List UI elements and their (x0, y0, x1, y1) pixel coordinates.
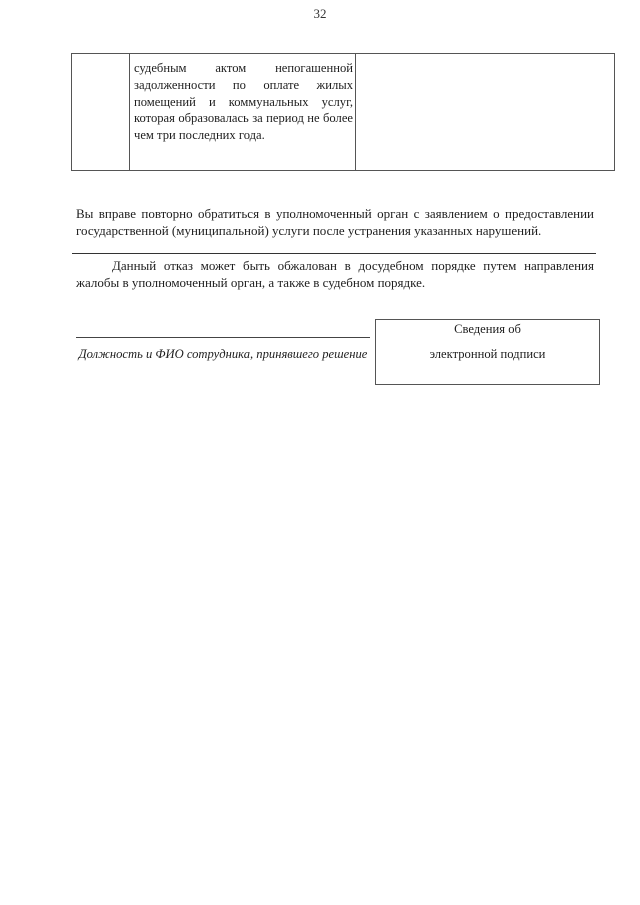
signature-caption: Должность и ФИО сотрудника, принявшего решение (78, 347, 368, 361)
esign-label-line2: электронной подписи (429, 347, 546, 361)
refusal-reasons-table (71, 53, 615, 171)
table-cell-number (72, 54, 130, 170)
esign-label-line1: Сведения об (454, 322, 521, 336)
electronic-signature-box (375, 319, 600, 385)
appeal-paragraph: Данный отказ может быть обжалован в досудебном порядке путем направления жалобы в уполномоченный орган, а также в судебном порядке. (76, 258, 594, 290)
signature-line (76, 337, 370, 338)
table-cell-reason: судебным актом непогашенной задолженности по оплате жилых помещений и коммунальных услуг, которая образовалась за период не более чем три последних года. (130, 54, 356, 170)
page-number: 32 (313, 6, 327, 21)
table-cell-explanation (356, 54, 614, 170)
divider-line (72, 253, 596, 254)
reapply-paragraph: Вы вправе повторно обратиться в уполномоченный орган с заявлением о предоставлении государственной (муниципальной) услуги после устранения указанных нарушений. (76, 206, 594, 238)
